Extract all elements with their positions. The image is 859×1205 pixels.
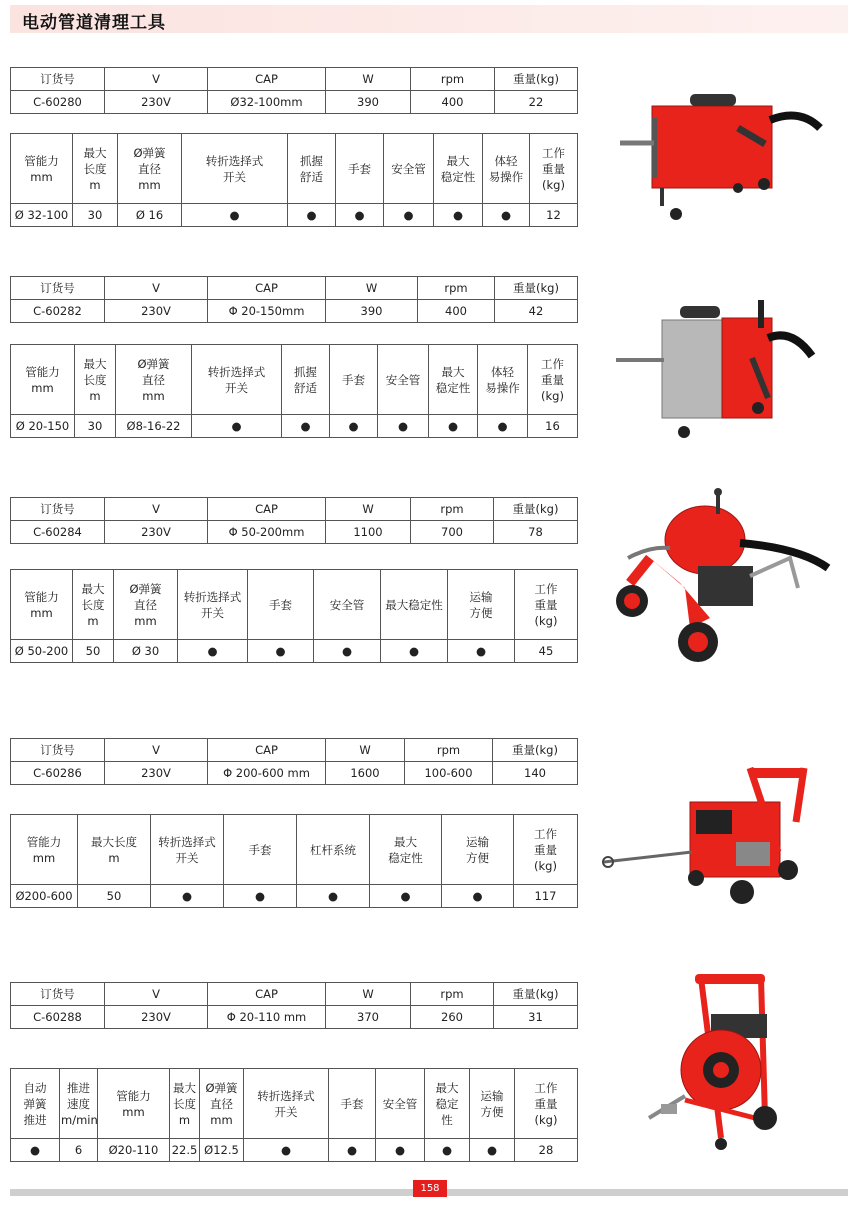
spec-cell-p2-2: 230V <box>105 300 208 323</box>
feature-cell-p3-8: ● <box>448 640 515 663</box>
spec-header-p4-4: W <box>326 739 405 762</box>
spec-header-p1-6: 重量(kg) <box>495 68 578 91</box>
spec-header-p4-5: rpm <box>405 739 493 762</box>
value-row <box>11 300 578 323</box>
spec-cell-p2-3: Φ 20-150mm <box>208 300 326 323</box>
feature-cell-p2-8: ● <box>429 415 478 438</box>
feature-header-p3-2: 最大 长度 m <box>73 570 114 640</box>
feature-cell-p3-1: Ø 50-200 <box>11 640 73 663</box>
value-row <box>11 640 578 663</box>
feature-header-p5-10: 运输 方便 <box>470 1069 515 1139</box>
feature-header-p2-10: 工作 重量 (kg) <box>528 345 578 415</box>
feature-cell-p3-2: 50 <box>73 640 114 663</box>
feature-table-5 <box>10 1068 578 1162</box>
spec-header-p2-6: 重量(kg) <box>495 277 578 300</box>
spec-cell-p5-1: C-60288 <box>11 1006 105 1029</box>
spec-header-p3-2: V <box>105 498 208 521</box>
feature-header-p5-3: 管能力 mm <box>98 1069 170 1139</box>
spec-table-1 <box>10 67 578 114</box>
feature-cell-p3-9: 45 <box>515 640 578 663</box>
value-row <box>11 1139 578 1162</box>
header-row <box>11 498 578 521</box>
feature-header-p2-1: 管能力 mm <box>11 345 75 415</box>
feature-header-p4-5: 杠杆系统 <box>297 815 370 885</box>
feature-cell-p2-6: ● <box>330 415 378 438</box>
feature-cell-p2-3: Ø8-16-22 <box>116 415 192 438</box>
spec-cell-p1-5: 400 <box>411 91 495 114</box>
feature-header-p2-8: 最大 稳定性 <box>429 345 478 415</box>
spec-cell-p1-2: 230V <box>105 91 208 114</box>
feature-header-p2-9: 体轻 易操作 <box>478 345 528 415</box>
feature-header-p5-5: Ø弹簧 直径 mm <box>200 1069 244 1139</box>
feature-header-p1-10: 工作 重量 (kg) <box>530 134 578 204</box>
feature-cell-p2-4: ● <box>192 415 282 438</box>
feature-header-p5-11: 工作 重量 (kg) <box>515 1069 578 1139</box>
spec-header-p4-1: 订货号 <box>11 739 105 762</box>
spec-header-p5-4: W <box>326 983 411 1006</box>
feature-header-p5-6: 转折选择式 开关 <box>244 1069 329 1139</box>
spec-table-4 <box>10 738 578 785</box>
value-row <box>11 762 578 785</box>
value-row <box>11 521 578 544</box>
spec-cell-p5-5: 260 <box>411 1006 494 1029</box>
spec-header-p1-3: CAP <box>208 68 326 91</box>
feature-cell-p4-5: ● <box>297 885 370 908</box>
feature-header-p4-3: 转折选择式 开关 <box>151 815 224 885</box>
spec-cell-p5-4: 370 <box>326 1006 411 1029</box>
header-row <box>11 983 578 1006</box>
feature-header-p2-5: 抓握 舒适 <box>282 345 330 415</box>
drain-cleaner-c60282-image <box>612 298 817 443</box>
spec-cell-p5-3: Φ 20-110 mm <box>208 1006 326 1029</box>
spec-table-5 <box>10 982 578 1029</box>
feature-cell-p4-3: ● <box>151 885 224 908</box>
value-row <box>11 885 578 908</box>
spec-cell-p4-1: C-60286 <box>11 762 105 785</box>
feature-cell-p1-2: 30 <box>73 204 118 227</box>
feature-header-p4-7: 运输 方便 <box>442 815 514 885</box>
feature-cell-p4-4: ● <box>224 885 297 908</box>
feature-cell-p2-7: ● <box>378 415 429 438</box>
spec-cell-p4-5: 100-600 <box>405 762 493 785</box>
spec-table-2 <box>10 276 578 323</box>
spec-header-p1-5: rpm <box>411 68 495 91</box>
spec-header-p5-3: CAP <box>208 983 326 1006</box>
header-row <box>11 345 578 415</box>
spec-cell-p3-4: 1100 <box>326 521 411 544</box>
header-row <box>11 815 578 885</box>
feature-cell-p3-5: ● <box>248 640 314 663</box>
feature-cell-p1-5: ● <box>288 204 336 227</box>
spec-cell-p3-3: Φ 50-200mm <box>208 521 326 544</box>
feature-header-p5-8: 安全管 <box>376 1069 425 1139</box>
feature-cell-p1-9: ● <box>483 204 530 227</box>
spec-cell-p2-4: 390 <box>326 300 418 323</box>
spec-cell-p4-6: 140 <box>493 762 578 785</box>
feature-header-p3-5: 手套 <box>248 570 314 640</box>
feature-cell-p1-6: ● <box>336 204 384 227</box>
feature-cell-p1-1: Ø 32-100 <box>11 204 73 227</box>
feature-cell-p1-7: ● <box>384 204 434 227</box>
feature-cell-p1-4: ● <box>182 204 288 227</box>
feature-cell-p5-11: 28 <box>515 1139 578 1162</box>
feature-cell-p3-3: Ø 30 <box>114 640 178 663</box>
spec-cell-p4-4: 1600 <box>326 762 405 785</box>
feature-cell-p5-3: Ø20-110 <box>98 1139 170 1162</box>
value-row <box>11 1006 578 1029</box>
feature-table-4 <box>10 814 578 908</box>
feature-cell-p4-6: ● <box>370 885 442 908</box>
spec-cell-p4-3: Φ 200-600 mm <box>208 762 326 785</box>
feature-header-p3-1: 管能力 mm <box>11 570 73 640</box>
spec-header-p3-6: 重量(kg) <box>494 498 578 521</box>
feature-cell-p5-8: ● <box>376 1139 425 1162</box>
spec-header-p5-2: V <box>105 983 208 1006</box>
value-row <box>11 415 578 438</box>
spec-cell-p5-6: 31 <box>494 1006 578 1029</box>
feature-header-p5-9: 最大 稳定 性 <box>425 1069 470 1139</box>
feature-header-p1-2: 最大 长度 m <box>73 134 118 204</box>
feature-cell-p3-6: ● <box>314 640 381 663</box>
spec-header-p5-6: 重量(kg) <box>494 983 578 1006</box>
spec-cell-p2-6: 42 <box>495 300 578 323</box>
feature-cell-p5-7: ● <box>329 1139 376 1162</box>
spec-header-p3-1: 订货号 <box>11 498 105 521</box>
feature-cell-p5-2: 6 <box>60 1139 98 1162</box>
feature-header-p3-6: 安全管 <box>314 570 381 640</box>
feature-header-p4-2: 最大长度 m <box>78 815 151 885</box>
spec-cell-p1-3: Ø32-100mm <box>208 91 326 114</box>
feature-header-p5-1: 自动 弹簧 推进 <box>11 1069 60 1139</box>
header-row <box>11 1069 578 1139</box>
page-title: 电动管道清理工具 <box>22 13 166 33</box>
spec-header-p5-5: rpm <box>411 983 494 1006</box>
drain-cleaner-c60286-image <box>600 762 815 907</box>
feature-header-p3-3: Ø弹簧 直径 mm <box>114 570 178 640</box>
feature-header-p1-3: Ø弹簧 直径 mm <box>118 134 182 204</box>
feature-header-p2-6: 手套 <box>330 345 378 415</box>
feature-cell-p5-10: ● <box>470 1139 515 1162</box>
spec-cell-p1-6: 22 <box>495 91 578 114</box>
feature-cell-p1-8: ● <box>434 204 483 227</box>
spec-header-p3-3: CAP <box>208 498 326 521</box>
value-row <box>11 91 578 114</box>
title-bar <box>10 5 848 33</box>
spec-header-p2-2: V <box>105 277 208 300</box>
feature-header-p2-7: 安全管 <box>378 345 429 415</box>
feature-header-p4-6: 最大 稳定性 <box>370 815 442 885</box>
header-row <box>11 277 578 300</box>
header-row <box>11 68 578 91</box>
spec-header-p3-5: rpm <box>411 498 494 521</box>
feature-cell-p5-1: ● <box>11 1139 60 1162</box>
spec-header-p4-3: CAP <box>208 739 326 762</box>
feature-header-p2-2: 最大 长度 m <box>75 345 116 415</box>
spec-header-p2-1: 订货号 <box>11 277 105 300</box>
feature-header-p2-4: 转折选择式 开关 <box>192 345 282 415</box>
spec-header-p4-2: V <box>105 739 208 762</box>
feature-cell-p1-3: Ø 16 <box>118 204 182 227</box>
spec-cell-p1-1: C-60280 <box>11 91 105 114</box>
feature-header-p1-9: 体轻 易操作 <box>483 134 530 204</box>
feature-cell-p3-4: ● <box>178 640 248 663</box>
feature-cell-p5-4: 22.5 <box>170 1139 200 1162</box>
feature-table-1 <box>10 133 578 227</box>
feature-header-p1-5: 抓握 舒适 <box>288 134 336 204</box>
spec-header-p1-4: W <box>326 68 411 91</box>
feature-header-p3-9: 工作 重量 (kg) <box>515 570 578 640</box>
drain-cleaner-c60284-image <box>610 488 835 670</box>
feature-cell-p3-7: ● <box>381 640 448 663</box>
spec-table-3 <box>10 497 578 544</box>
spec-header-p3-4: W <box>326 498 411 521</box>
spec-cell-p3-6: 78 <box>494 521 578 544</box>
feature-header-p5-7: 手套 <box>329 1069 376 1139</box>
feature-header-p3-8: 运输 方便 <box>448 570 515 640</box>
feature-cell-p4-1: Ø200-600 <box>11 885 78 908</box>
spec-header-p4-6: 重量(kg) <box>493 739 578 762</box>
spec-header-p2-4: W <box>326 277 418 300</box>
spec-header-p1-2: V <box>105 68 208 91</box>
header-row <box>11 570 578 640</box>
feature-header-p5-2: 推进 速度 m/min <box>60 1069 98 1139</box>
feature-header-p2-3: Ø弹簧 直径 mm <box>116 345 192 415</box>
feature-header-p5-4: 最大 长度 m <box>170 1069 200 1139</box>
feature-table-2 <box>10 344 578 438</box>
feature-header-p1-6: 手套 <box>336 134 384 204</box>
value-row <box>11 204 578 227</box>
feature-cell-p2-2: 30 <box>75 415 116 438</box>
spec-header-p1-1: 订货号 <box>11 68 105 91</box>
header-row <box>11 134 578 204</box>
feature-cell-p2-1: Ø 20-150 <box>11 415 75 438</box>
feature-cell-p2-9: ● <box>478 415 528 438</box>
feature-header-p4-1: 管能力 mm <box>11 815 78 885</box>
spec-cell-p3-1: C-60284 <box>11 521 105 544</box>
feature-cell-p5-9: ● <box>425 1139 470 1162</box>
feature-cell-p2-5: ● <box>282 415 330 438</box>
feature-header-p1-1: 管能力 mm <box>11 134 73 204</box>
feature-cell-p1-10: 12 <box>530 204 578 227</box>
feature-header-p1-4: 转折选择式 开关 <box>182 134 288 204</box>
feature-header-p3-7: 最大稳定性 <box>381 570 448 640</box>
drain-cleaner-c60280-image <box>610 88 825 223</box>
spec-header-p2-3: CAP <box>208 277 326 300</box>
feature-cell-p4-8: 117 <box>514 885 578 908</box>
spec-header-p5-1: 订货号 <box>11 983 105 1006</box>
spec-cell-p3-2: 230V <box>105 521 208 544</box>
feature-header-p4-8: 工作 重量 (kg) <box>514 815 578 885</box>
feature-header-p4-4: 手套 <box>224 815 297 885</box>
feature-header-p3-4: 转折选择式 开关 <box>178 570 248 640</box>
spec-cell-p2-1: C-60282 <box>11 300 105 323</box>
feature-header-p1-7: 安全管 <box>384 134 434 204</box>
feature-table-3 <box>10 569 578 663</box>
feature-cell-p4-7: ● <box>442 885 514 908</box>
feature-cell-p2-10: 16 <box>528 415 578 438</box>
spec-cell-p4-2: 230V <box>105 762 208 785</box>
page-number: 158 <box>413 1180 447 1197</box>
drain-cleaner-c60288-image <box>625 968 780 1158</box>
feature-header-p1-8: 最大 稳定性 <box>434 134 483 204</box>
feature-cell-p4-2: 50 <box>78 885 151 908</box>
feature-cell-p5-5: Ø12.5 <box>200 1139 244 1162</box>
spec-header-p2-5: rpm <box>418 277 495 300</box>
spec-cell-p2-5: 400 <box>418 300 495 323</box>
header-row <box>11 739 578 762</box>
spec-cell-p5-2: 230V <box>105 1006 208 1029</box>
feature-cell-p5-6: ● <box>244 1139 329 1162</box>
spec-cell-p1-4: 390 <box>326 91 411 114</box>
spec-cell-p3-5: 700 <box>411 521 494 544</box>
